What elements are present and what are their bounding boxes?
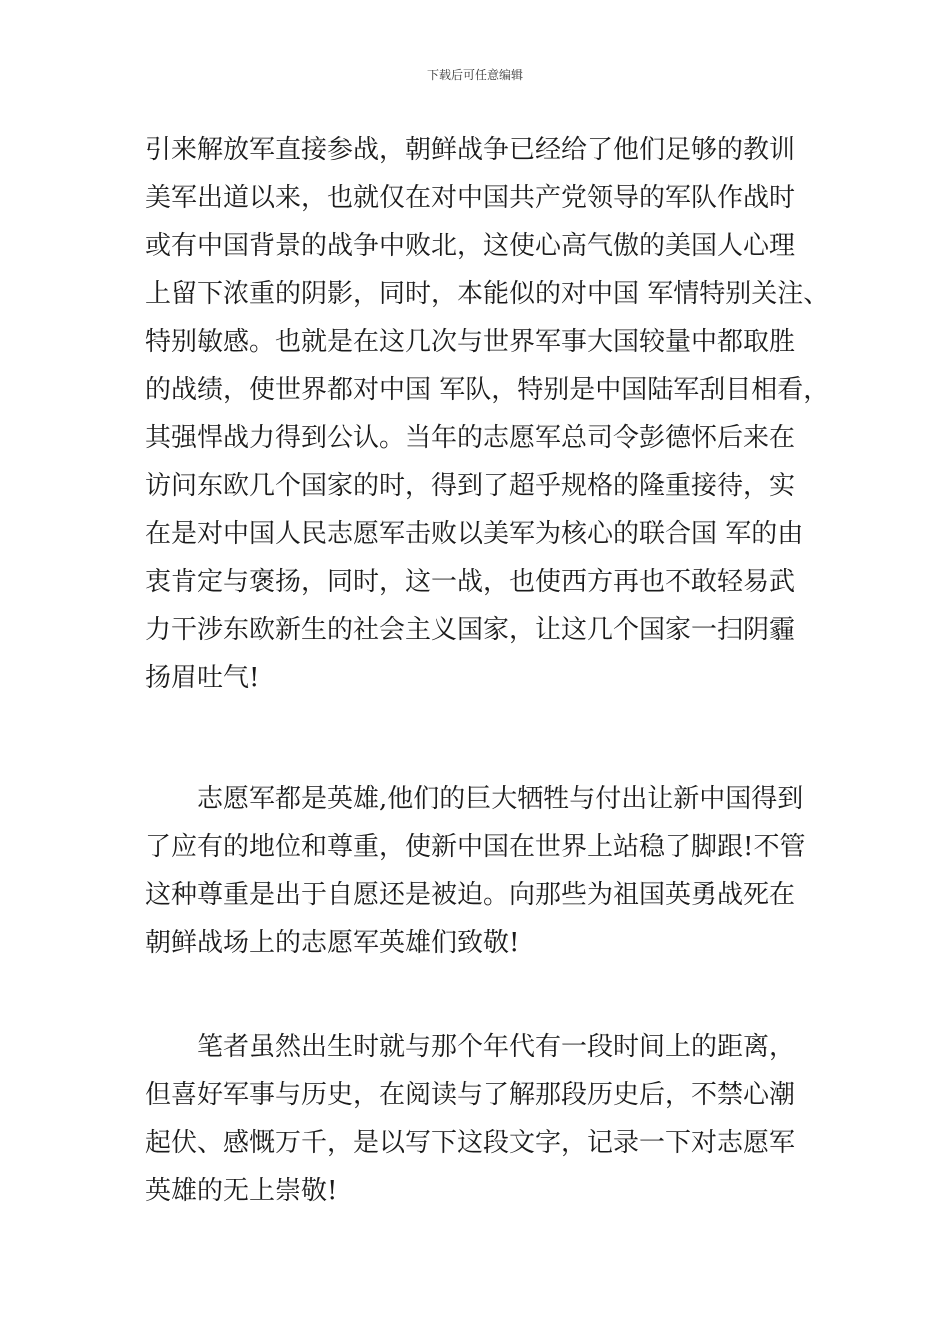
paragraph-3-line-3: 起伏、感慨万千，是以写下这段文字，记录一下对志愿军 <box>145 1128 796 1158</box>
paragraph-1-line-6: 的战绩，使世界都对中国 军队，特别是中国陆军刮目相看， <box>145 375 830 405</box>
paragraph-1-line-9: 在是对中国人民志愿军击败以美军为核心的联合国 军的由 <box>145 519 804 549</box>
paragraph-1-line-11: 力干涉东欧新生的社会主义国家，让这几个国家一扫阴霾 <box>145 615 796 645</box>
paragraph-1-line-7: 其强悍战力得到公认。当年的志愿军总司令彭德怀后来在 <box>145 423 796 453</box>
paragraph-1-line-10: 衷肯定与褒扬，同时，这一战，也使西方再也不敢轻易武 <box>145 567 796 597</box>
paragraph-1-line-5: 特别敏感。也就是在这几次与世界军事大国较量中都取胜 <box>145 327 796 357</box>
paragraph-2-line-3: 这种尊重是出于自愿还是被迫。向那些为祖国英勇战死在 <box>145 880 796 910</box>
paragraph-3-line-2: 但喜好军事与历史，在阅读与了解那段历史后，不禁心潮 <box>145 1080 796 1110</box>
page-header: 下载后可任意编辑 <box>426 68 523 82</box>
paragraph-2-line-2: 了应有的地位和尊重，使新中国在世界上站稳了脚跟!不管 <box>145 832 806 862</box>
paragraph-3-line-1: 笔者虽然出生时就与那个年代有一段时间上的距离， <box>197 1032 796 1062</box>
paragraph-1-line-4: 上留下浓重的阴影，同时，本能似的对中国 军情特别关注、 <box>145 279 830 309</box>
paragraph-3-line-4: 英雄的无上崇敬! <box>145 1176 338 1206</box>
paragraph-1-line-1: 引来解放军直接参战，朝鲜战争已经给了他们足够的教训 <box>145 135 796 165</box>
paragraph-1-line-3: 或有中国背景的战争中败北，这使心高气傲的美国人心理 <box>145 231 796 261</box>
paragraph-2-line-1: 志愿军都是英雄,他们的巨大牺牲与付出让新中国得到 <box>197 784 804 814</box>
paragraph-2-line-4: 朝鲜战场上的志愿军英雄们致敬! <box>145 928 520 958</box>
paragraph-1-line-2: 美军出道以来，也就仅在对中国共产党领导的军队作战时 <box>145 183 796 213</box>
paragraph-1-line-12: 扬眉吐气! <box>145 663 260 693</box>
paragraph-1-line-8: 访问东欧几个国家的时，得到了超乎规格的隆重接待，实 <box>145 471 796 501</box>
